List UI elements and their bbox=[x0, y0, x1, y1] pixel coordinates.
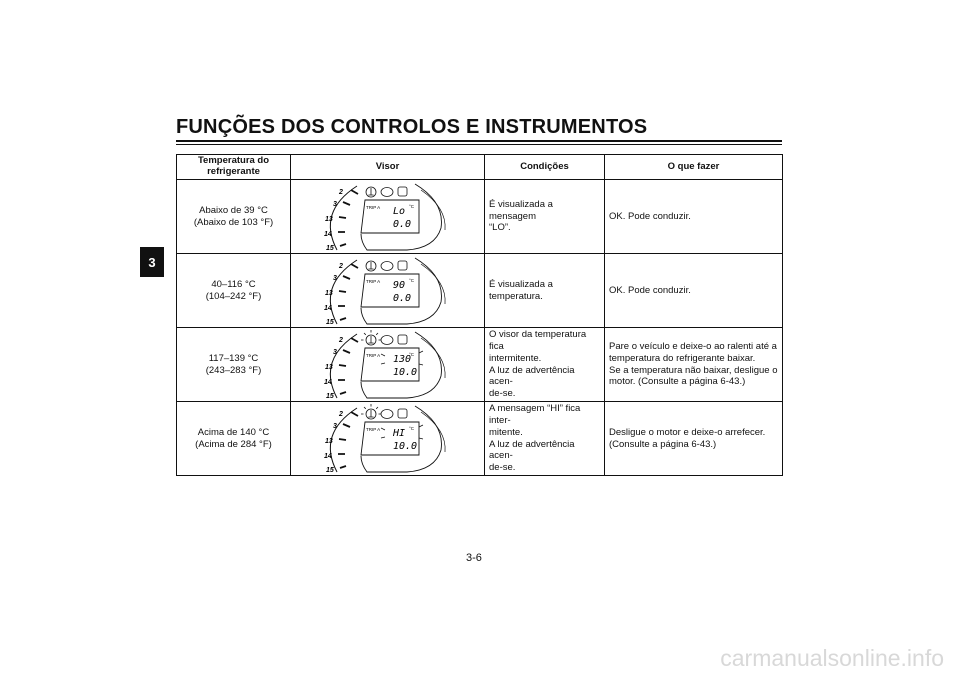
trip-a-label: TRIP A bbox=[366, 352, 381, 358]
scale-label: 15 bbox=[326, 244, 334, 252]
text-line: OK. Pode conduzir. bbox=[609, 210, 691, 222]
meter-housing bbox=[361, 184, 441, 250]
meter-display-illustration bbox=[295, 256, 485, 326]
trip-a-label: TRIP A bbox=[366, 426, 381, 432]
watermark: carmanualsonline.info bbox=[720, 645, 944, 671]
display-cell bbox=[291, 180, 485, 254]
scale-label: 3 bbox=[333, 274, 337, 282]
meter-housing bbox=[361, 406, 441, 472]
display-cell bbox=[291, 402, 485, 476]
text-line: OK. Pode conduzir. bbox=[609, 284, 691, 296]
header-display: Visor bbox=[291, 155, 485, 180]
scale-label: 3 bbox=[333, 348, 337, 356]
conditions-cell bbox=[485, 254, 605, 328]
fuel-indicator-icon bbox=[398, 187, 407, 196]
text-line: Se a temperatura não baixar, desligue o bbox=[609, 364, 778, 376]
text-line: (Acima de 284 °F) bbox=[195, 438, 272, 450]
auto-indicator-icon bbox=[381, 187, 393, 196]
meter-display-illustration bbox=[295, 404, 485, 474]
title-rule bbox=[176, 140, 782, 142]
conditions-cell bbox=[485, 402, 605, 476]
scale-label: 2 bbox=[339, 188, 343, 196]
display-cell bbox=[291, 254, 485, 328]
fuel-indicator-icon bbox=[398, 335, 407, 344]
text-line: motor. (Consulte a página 6-43.) bbox=[609, 376, 746, 388]
scale-label: 2 bbox=[339, 336, 343, 344]
table-row bbox=[177, 254, 783, 328]
scale-label: 14 bbox=[324, 304, 332, 312]
text-line: Acima de 140 °C bbox=[197, 426, 270, 438]
scale-label: 13 bbox=[325, 363, 333, 371]
meter-display-illustration bbox=[295, 182, 485, 252]
table-row bbox=[177, 328, 783, 402]
text-line: É visualizada a temperatura. bbox=[489, 278, 553, 302]
text-line: É visualizada a mensagem bbox=[489, 198, 553, 222]
unit-label: °C bbox=[409, 203, 415, 209]
tachometer-ticks bbox=[338, 338, 358, 394]
text-line: Desligue o motor e deixe-o arrefecer. bbox=[609, 426, 766, 438]
text-line: “LO”. bbox=[489, 222, 511, 234]
text-line: 40–116 °C bbox=[211, 278, 256, 290]
lcd-temperature-readout: Lo bbox=[393, 205, 406, 217]
lcd-odometer-readout: 10.0 bbox=[393, 366, 418, 378]
page-title: FUNÇÕES DOS CONTROLOS E INSTRUMENTOS bbox=[176, 116, 648, 138]
scale-label: 13 bbox=[325, 289, 333, 297]
text-line: (104–242 °F) bbox=[205, 290, 262, 302]
scale-label: 15 bbox=[326, 318, 334, 326]
text-line: de-se. bbox=[489, 462, 516, 474]
conditions-cell bbox=[485, 328, 605, 402]
action-cell bbox=[605, 254, 783, 328]
temperature-cell bbox=[177, 180, 291, 254]
lcd-temperature-readout: 130 bbox=[393, 353, 412, 365]
text-line: O visor da temperatura fica bbox=[489, 328, 587, 352]
temperature-cell bbox=[177, 254, 291, 328]
text-line: 117–139 °C bbox=[208, 352, 259, 364]
text-line: (243–283 °F) bbox=[205, 364, 262, 376]
text-line: A mensagem “HI” fica inter- bbox=[489, 402, 581, 426]
page-number: 3-6 bbox=[466, 552, 482, 564]
lcd-odometer-readout: 0.0 bbox=[393, 218, 412, 230]
lcd-odometer-readout: 0.0 bbox=[393, 292, 412, 304]
auto-indicator-icon bbox=[381, 409, 393, 418]
chapter-tab: 3 bbox=[140, 247, 164, 277]
scale-label: 14 bbox=[324, 230, 332, 238]
temperature-cell bbox=[177, 402, 291, 476]
lcd-odometer-readout: 10.0 bbox=[393, 440, 418, 452]
unit-label: °C bbox=[409, 425, 415, 431]
text-line: A luz de advertência acen- bbox=[489, 364, 575, 388]
text-line: temperatura do refrigerante baixar. bbox=[609, 352, 756, 364]
text-line: Pare o veículo e deixe-o ao ralenti até a bbox=[609, 340, 777, 352]
scale-label: 15 bbox=[326, 466, 334, 474]
text-line: (Abaixo de 103 °F) bbox=[193, 216, 274, 228]
scale-label: 3 bbox=[333, 422, 337, 430]
text-line: de-se. bbox=[489, 388, 516, 400]
coolant-temperature-table bbox=[176, 154, 783, 476]
scale-label: 2 bbox=[339, 410, 343, 418]
action-cell bbox=[605, 180, 783, 254]
header-temperature: Temperatura do refrigerante bbox=[177, 155, 291, 180]
tachometer-ticks bbox=[338, 264, 358, 320]
lcd-temperature-readout: HI bbox=[393, 427, 406, 439]
text-line: Abaixo de 39 °C bbox=[199, 204, 268, 216]
action-cell bbox=[605, 402, 783, 476]
unit-label: °C bbox=[409, 277, 415, 283]
scale-label: 14 bbox=[324, 452, 332, 460]
meter-housing bbox=[361, 258, 441, 324]
tachometer-ticks bbox=[338, 190, 358, 246]
text-line: (Consulte a página 6-43.) bbox=[609, 438, 717, 450]
header-action: O que fazer bbox=[605, 155, 783, 180]
table-row bbox=[177, 180, 783, 254]
unit-label: °C bbox=[409, 351, 415, 357]
auto-indicator-icon bbox=[381, 261, 393, 270]
meter-housing bbox=[361, 332, 441, 398]
meter-display-illustration bbox=[295, 330, 485, 400]
lcd-temperature-readout: 90 bbox=[393, 279, 406, 291]
text-line: mitente. bbox=[489, 426, 523, 438]
scale-label: 3 bbox=[333, 200, 337, 208]
text-line: A luz de advertência acen- bbox=[489, 438, 575, 462]
table-row bbox=[177, 402, 783, 476]
scale-label: 13 bbox=[325, 437, 333, 445]
fuel-indicator-icon bbox=[398, 261, 407, 270]
tachometer-ticks bbox=[338, 412, 358, 468]
title-rule-thin bbox=[176, 144, 782, 145]
scale-label: 13 bbox=[325, 215, 333, 223]
header-conditions: Condições bbox=[485, 155, 605, 180]
action-cell bbox=[605, 328, 783, 402]
conditions-cell bbox=[485, 180, 605, 254]
trip-a-label: TRIP A bbox=[366, 204, 381, 210]
scale-label: 15 bbox=[326, 392, 334, 400]
fuel-indicator-icon bbox=[398, 409, 407, 418]
scale-label: 14 bbox=[324, 378, 332, 386]
auto-indicator-icon bbox=[381, 335, 393, 344]
trip-a-label: TRIP A bbox=[366, 278, 381, 284]
text-line: intermitente. bbox=[489, 352, 542, 364]
display-cell bbox=[291, 328, 485, 402]
table-header-row bbox=[177, 155, 783, 180]
temperature-cell bbox=[177, 328, 291, 402]
scale-label: 2 bbox=[339, 262, 343, 270]
